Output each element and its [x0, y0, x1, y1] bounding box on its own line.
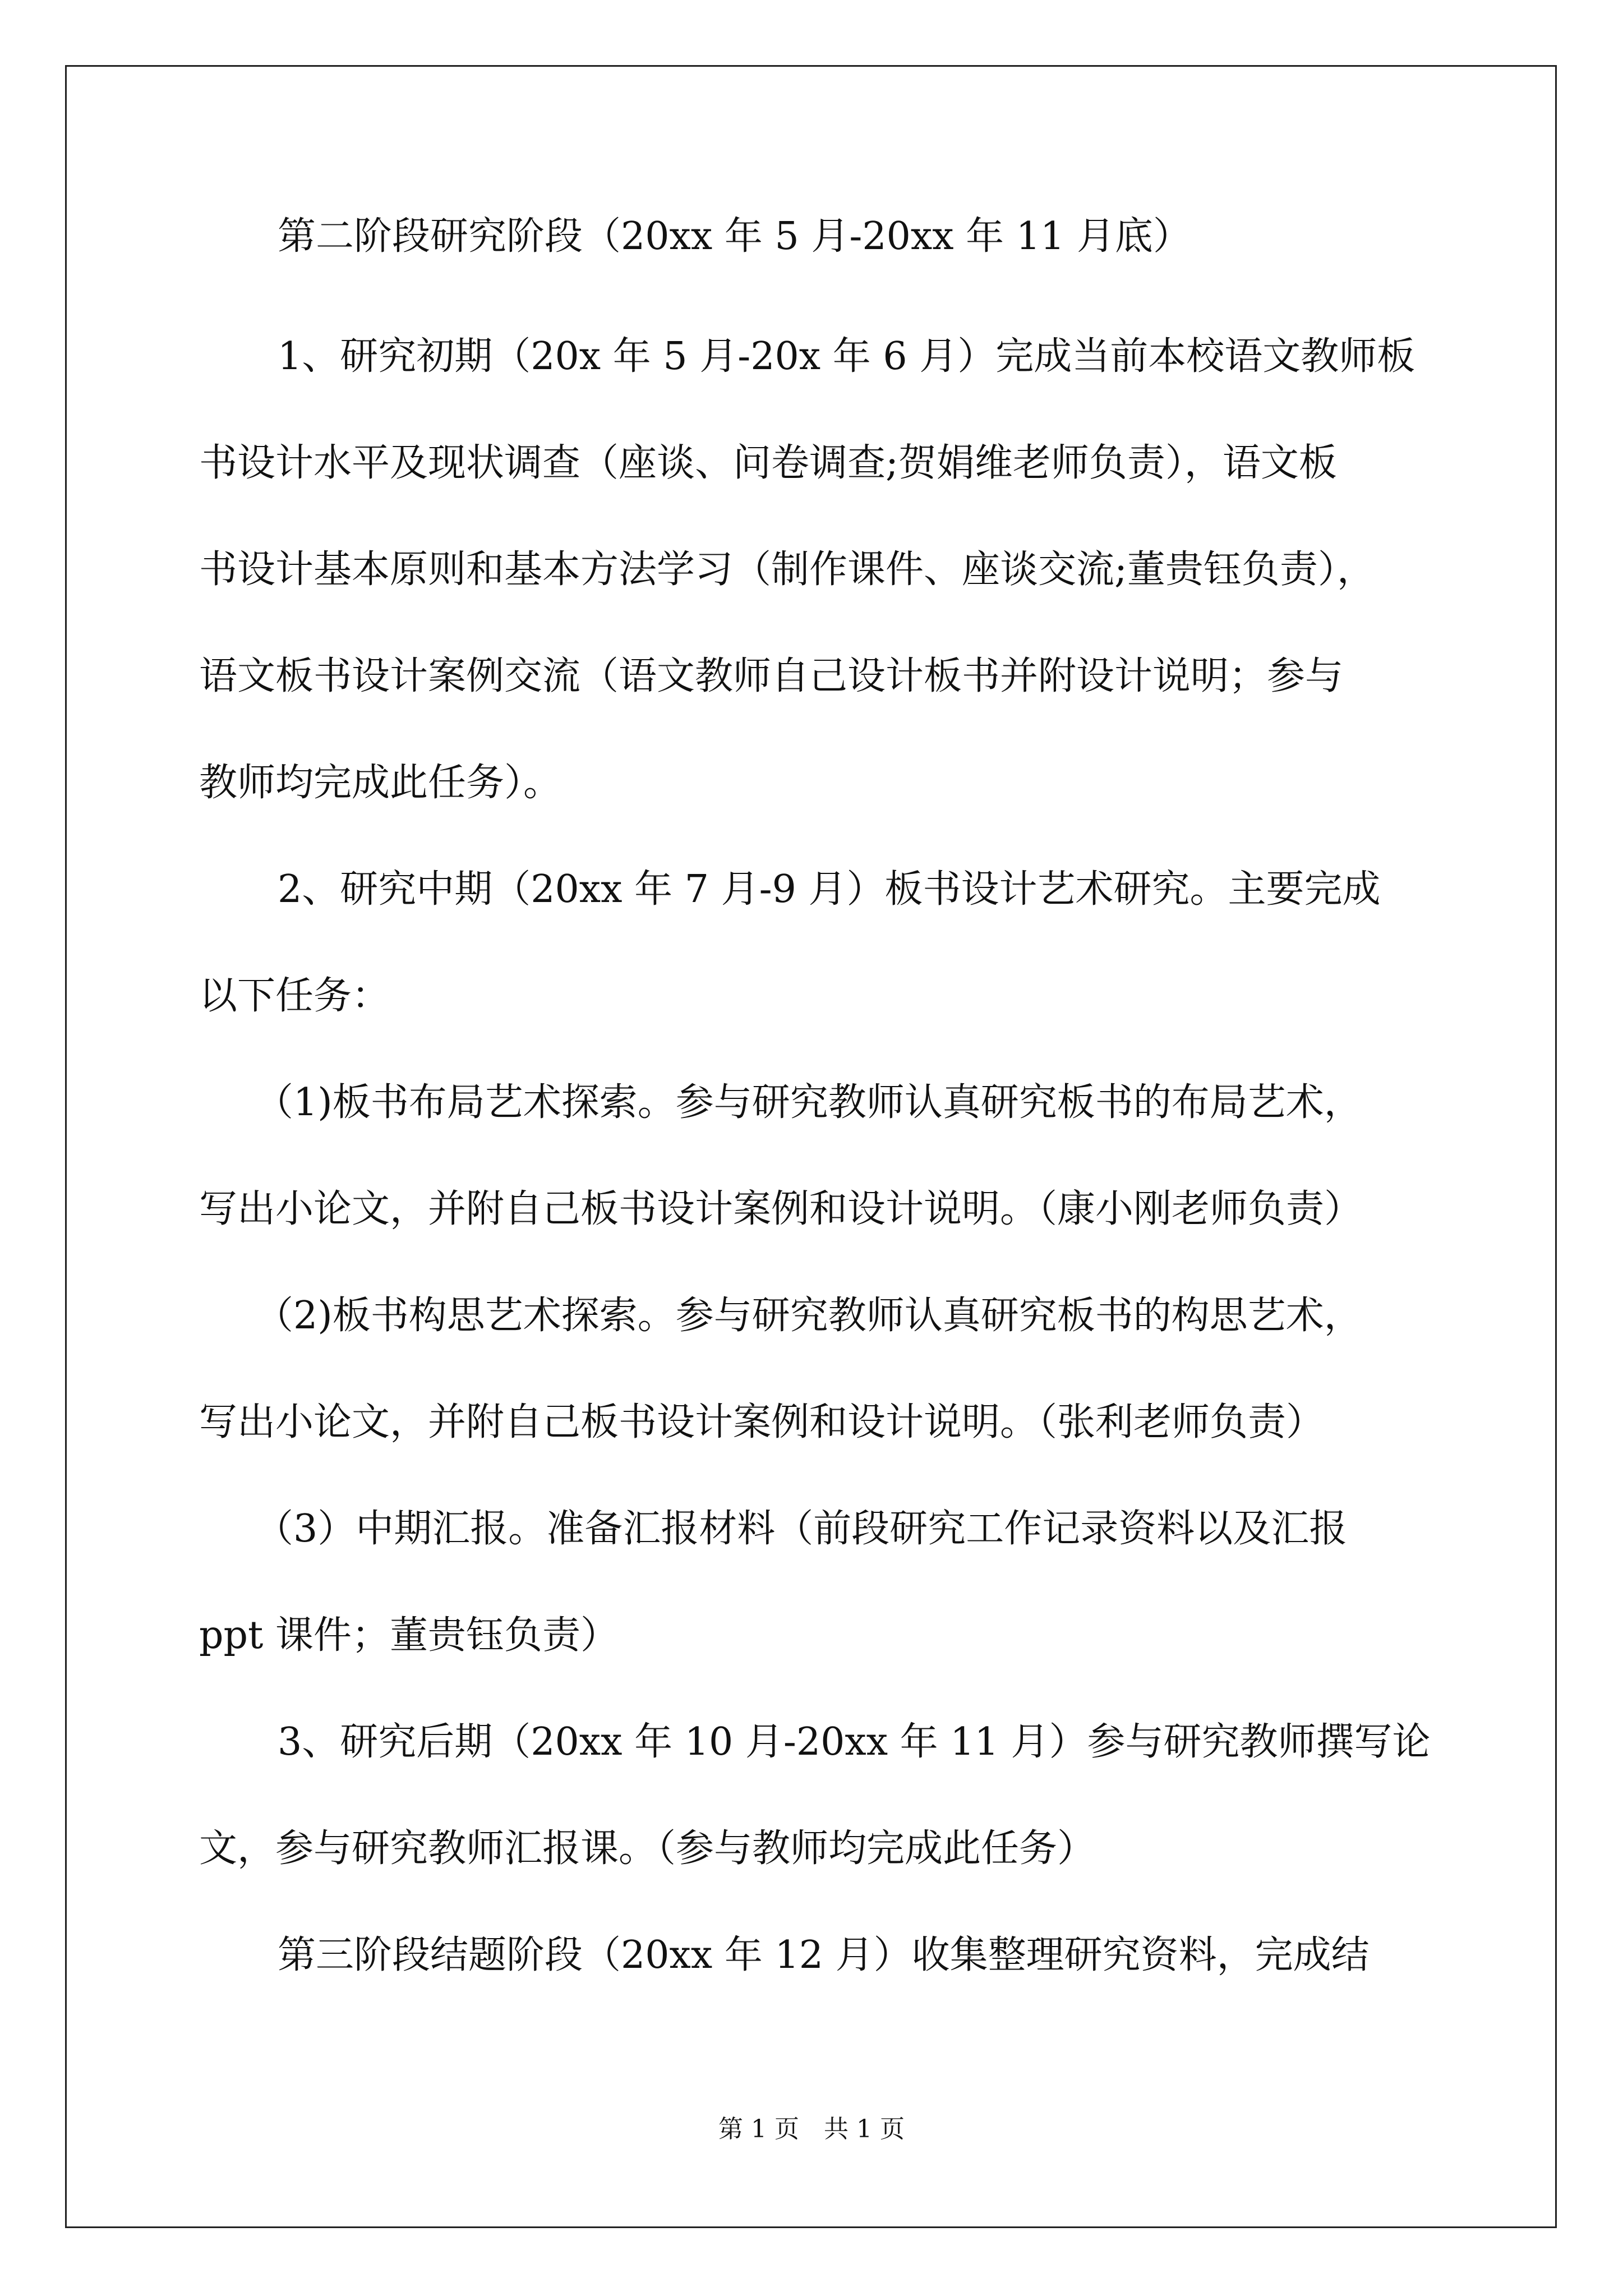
paragraph-line: 文，参与研究教师汇报课。（参与教师均完成此任务） — [199, 1826, 1096, 1871]
paragraph-line: 书设计水平及现状调查（座谈、问卷调查;贺娟维老师负责），语文板 — [199, 441, 1337, 485]
paragraph-line: 写出小论文，并附自己板书设计案例和设计说明。（康小刚老师负责） — [199, 1187, 1363, 1231]
page-border — [65, 65, 1557, 2228]
paragraph-line: （3）中期汇报。准备汇报材料（前段研究工作记录资料以及汇报 — [255, 1507, 1348, 1551]
paragraph-line: 语文板书设计案例交流（语文教师自己设计板书并附设计说明；参与 — [199, 654, 1344, 698]
paragraph-line: （2)板书构思艺术探索。参与研究教师认真研究板书的构思艺术， — [255, 1294, 1362, 1338]
stage-three-heading: 第三阶段结题阶段（20xx 年 12 月）收集整理研究资料，完成结 — [278, 1933, 1370, 1977]
paragraph-line: 3、研究后期（20xx 年 10 月-20xx 年 11 月）参与研究教师撰写论 — [278, 1720, 1431, 1764]
page-number-footer: 第 1 页 共 1 页 — [718, 2115, 905, 2143]
paragraph-line: 以下任务： — [199, 974, 390, 1018]
stage-two-heading: 第二阶段研究阶段（20xx 年 5 月-20xx 年 11 月底） — [278, 214, 1191, 259]
paragraph-line: 教师均完成此任务）。 — [199, 761, 562, 805]
paragraph-line: 写出小论文，并附自己板书设计案例和设计说明。（张利老师负责） — [199, 1400, 1325, 1444]
paragraph-line: 2、研究中期（20xx 年 7 月-9 月）板书设计艺术研究。主要完成 — [278, 867, 1381, 912]
paragraph-line: （1)板书布局艺术探索。参与研究教师认真研究板书的布局艺术， — [255, 1080, 1362, 1125]
paragraph-line: 1、研究初期（20x 年 5 月-20x 年 6 月）完成当前本校语文教师板 — [278, 334, 1415, 379]
paragraph-line: 书设计基本原则和基本方法学习（制作课件、座谈交流;董贵钰负责）， — [199, 547, 1375, 592]
paragraph-line: ppt 课件；董贵钰负责） — [199, 1613, 619, 1658]
